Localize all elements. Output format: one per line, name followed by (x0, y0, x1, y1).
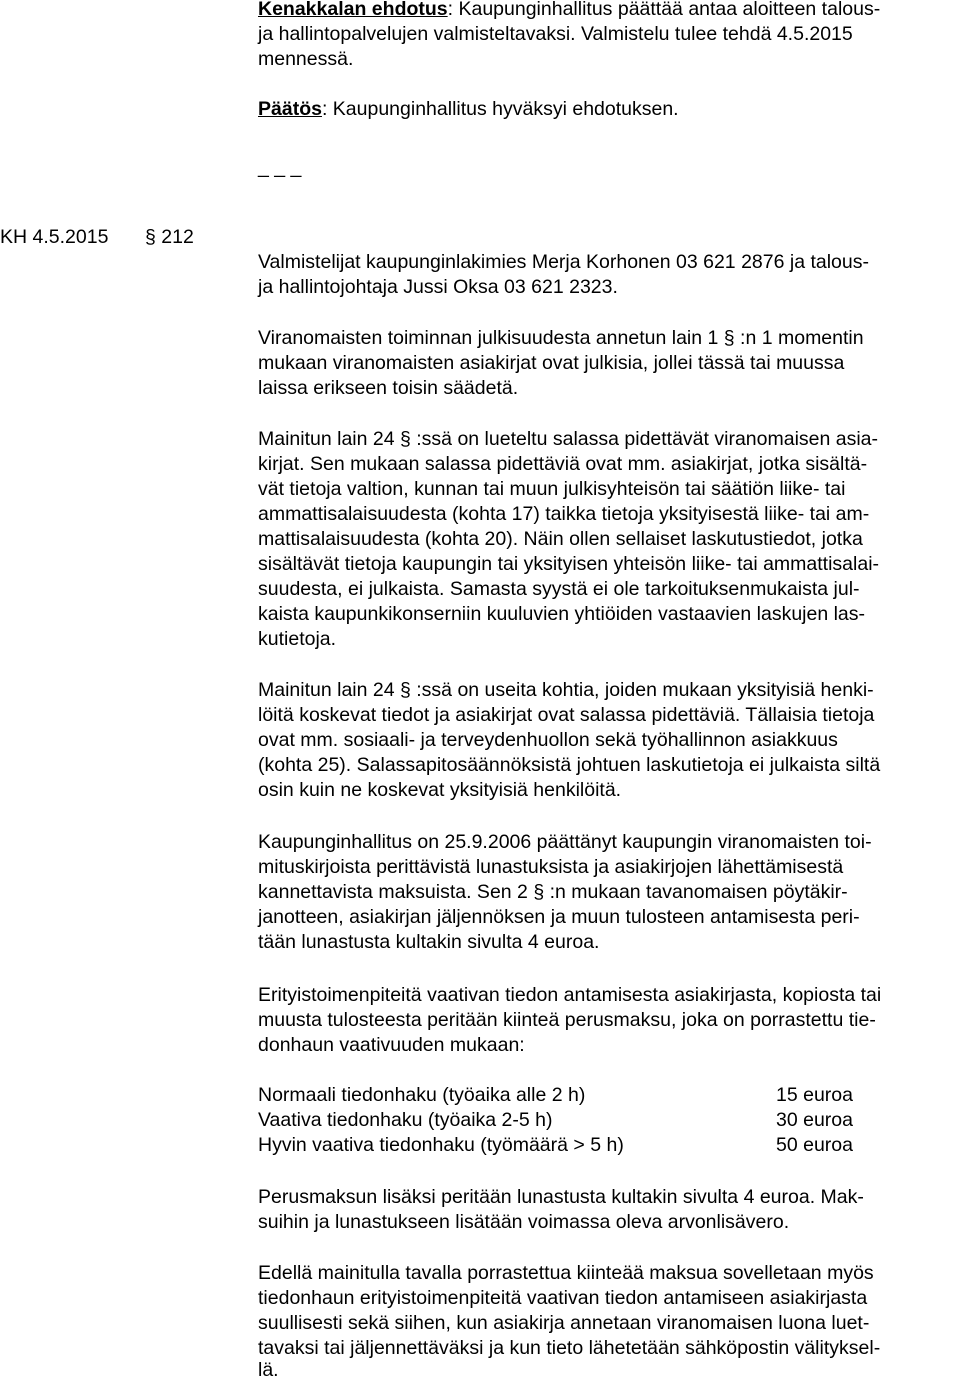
para2-line: kaista kaupunkikonserniin kuuluvien yhtiöiden vastaavien laskujen las- (258, 603, 866, 625)
separator: _ _ _ (258, 156, 302, 178)
preparers-line-1: Valmistelijat kaupunginlakimies Merja Korhonen 03 621 2876 ja talous- (258, 251, 869, 273)
para4-line: janotteen, asiakirjan jäljennöksen ja muun tulosteen antamisesta peri- (258, 906, 860, 928)
section-number: § 212 (145, 226, 194, 248)
para1-line: Viranomaisten toiminnan julkisuudesta annetun lain 1 § :n 1 momentin (258, 327, 864, 349)
fee-amount: 30 euroa (776, 1109, 853, 1131)
para2-line: ammattisalaisuudesta (kohta 17) taikka tietoja yksityisestä liike- tai am- (258, 503, 870, 525)
para4-line: kannettavista maksuista. Sen 2 § :n mukaan tavanomaisen pöytäkir- (258, 881, 848, 903)
fee-amount: 15 euroa (776, 1084, 853, 1106)
para2-line: Mainitun lain 24 § :ssä on lueteltu salassa pidettävät viranomaisen asia- (258, 428, 879, 450)
proposal-line-2: ja hallintopalvelujen valmisteltavaksi. Valmistelu tulee tehdä 4.5.2015 (258, 23, 853, 45)
proposal-label: Kenakkalan ehdotus (258, 0, 448, 20)
fee-amount: 50 euroa (776, 1134, 853, 1156)
para2-line: kirjat. Sen mukaan salassa pidettäviä ovat mm. asiakirjat, jotka sisältä- (258, 453, 868, 475)
para7-line: tavaksi tai jäljennettäväksi ja kun tieto lähetetään sähköpostin välityksel- (258, 1337, 881, 1359)
fee-label: Vaativa tiedonhaku (työaika 2-5 h) (258, 1109, 553, 1131)
proposal-line-3: mennessä. (258, 48, 354, 70)
para3-line: (kohta 25). Salassapitosäännöksistä johtuen laskutietoja ei julkaista siltä (258, 754, 881, 776)
para4-line: tään lunastusta kultakin sivulta 4 euroa. (258, 931, 600, 953)
para4-line: mituskirjoista perittävistä lunastuksista ja asiakirjojen lähettämisestä (258, 856, 844, 878)
para2-line: sisältävät tietoja kaupungin tai yksityisen yhteisön liike- tai ammattisalai- (258, 553, 880, 575)
para7-line: tiedonhaun erityistoimenpiteitä vaativan tiedon antamiseen asiakirjasta (258, 1287, 868, 1309)
para5-line: donhaun vaativuuden mukaan: (258, 1034, 525, 1056)
para7-line: suullisesti sekä siihen, kun asiakirja annetaan viranomaisen luona luet- (258, 1312, 870, 1334)
para3-line: löitä koskevat tiedot ja asiakirjat ovat salassa pidettäviä. Tällaisia tietoja (258, 704, 875, 726)
fee-row (258, 1083, 898, 1108)
para5-line: muusta tulosteesta peritään kiinteä perusmaksu, joka on porrastettu tie- (258, 1009, 876, 1031)
para3-line: Mainitun lain 24 § :ssä on useita kohtia, joiden mukaan yksityisiä henki- (258, 679, 874, 701)
para7-line: Edellä mainitulla tavalla porrastettua kiinteää maksua sovelletaan myös (258, 1262, 874, 1284)
para1-line: mukaan viranomaisten asiakirjat ovat julkisia, jollei tässä tai muussa (258, 352, 845, 374)
fee-label: Hyvin vaativa tiedonhaku (työmäärä > 5 h) (258, 1134, 624, 1156)
decision-line: Päätös: Kaupunginhallitus hyväksyi ehdotuksen. (258, 98, 679, 120)
section-ref: KH 4.5.2015 (0, 226, 109, 248)
para2-line: mattisalaisuudesta (kohta 20). Näin ollen sellaiset laskutustiedot, jotka (258, 528, 863, 550)
para6-line: suihin ja lunastukseen lisätään voimassa oleva arvonlisävero. (258, 1211, 790, 1233)
para7-line: lä. (258, 1359, 279, 1381)
fee-row (258, 1133, 898, 1158)
para6-line: Perusmaksun lisäksi peritään lunastusta kultakin sivulta 4 euroa. Mak- (258, 1186, 864, 1208)
fee-row (258, 1108, 898, 1133)
proposal-line-1: Kenakkalan ehdotus: Kaupunginhallitus päättää antaa aloitteen talous- (258, 0, 881, 20)
preparers-line-2: ja hallintojohtaja Jussi Oksa 03 621 2323. (258, 276, 618, 298)
para2-line: vät tietoja valtion, kunnan tai muun julkisyhteisön tai säätiön liike- tai (258, 478, 846, 500)
para2-line: suudesta, ei julkaista. Samasta syystä ei ole tarkoituksenmukaista jul- (258, 578, 860, 600)
para4-line: Kaupunginhallitus on 25.9.2006 päättänyt kaupungin viranomaisten toi- (258, 831, 872, 853)
decision-label: Päätös (258, 98, 322, 120)
para1-line: laissa erikseen toisin säädetä. (258, 377, 519, 399)
para3-line: osin kuin ne koskevat yksityisiä henkilöitä. (258, 779, 622, 801)
para3-line: ovat mm. sosiaali- ja terveydenhuollon sekä työhallinnon asiakkuus (258, 729, 838, 751)
para5-line: Erityistoimenpiteitä vaativan tiedon antamisesta asiakirjasta, kopiosta tai (258, 984, 882, 1006)
para2-line: kutietoja. (258, 628, 337, 650)
fee-label: Normaali tiedonhaku (työaika alle 2 h) (258, 1084, 586, 1106)
